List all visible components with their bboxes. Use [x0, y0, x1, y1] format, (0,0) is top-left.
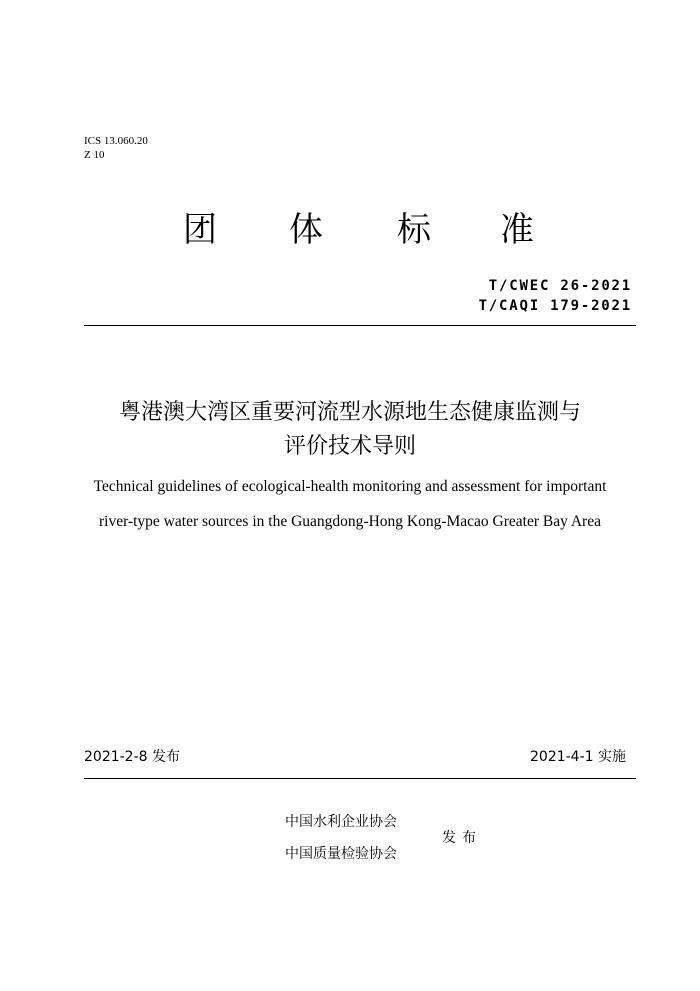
ccs-code: Z 10 [84, 149, 105, 161]
implementation-date: 2021-4-1 实施 [530, 749, 626, 765]
title-en-line-2: river-type water sources in the Guangdong-Hong Kong-Macao Greater Bay Area [99, 513, 601, 530]
publish-label: 发布 [442, 830, 482, 846]
publisher-org-1: 中国水利企业协会 [285, 814, 397, 830]
heading-char-2: 体 [289, 210, 323, 250]
heading-char-4: 准 [500, 210, 534, 250]
publisher-org-2: 中国质量检验协会 [285, 846, 397, 862]
heading-char-3: 标 [397, 210, 431, 250]
bottom-divider [84, 778, 636, 779]
standard-number-1: T/CWEC 26-2021 [488, 278, 632, 294]
title-cn-line-2: 评价技术导则 [283, 434, 416, 459]
ics-code: ICS 13.060.20 [84, 135, 148, 147]
standard-number-2: T/CAQI 179-2021 [478, 298, 632, 314]
heading-char-1: 团 [183, 210, 217, 250]
top-divider [84, 325, 636, 326]
title-cn-line-1: 粤港澳大湾区重要河流型水源地生态健康监测与 [118, 400, 581, 425]
title-en-line-1: Technical guidelines of ecological-health monitoring and assessment for important [93, 478, 607, 495]
issue-date: 2021-2-8 发布 [84, 749, 180, 765]
